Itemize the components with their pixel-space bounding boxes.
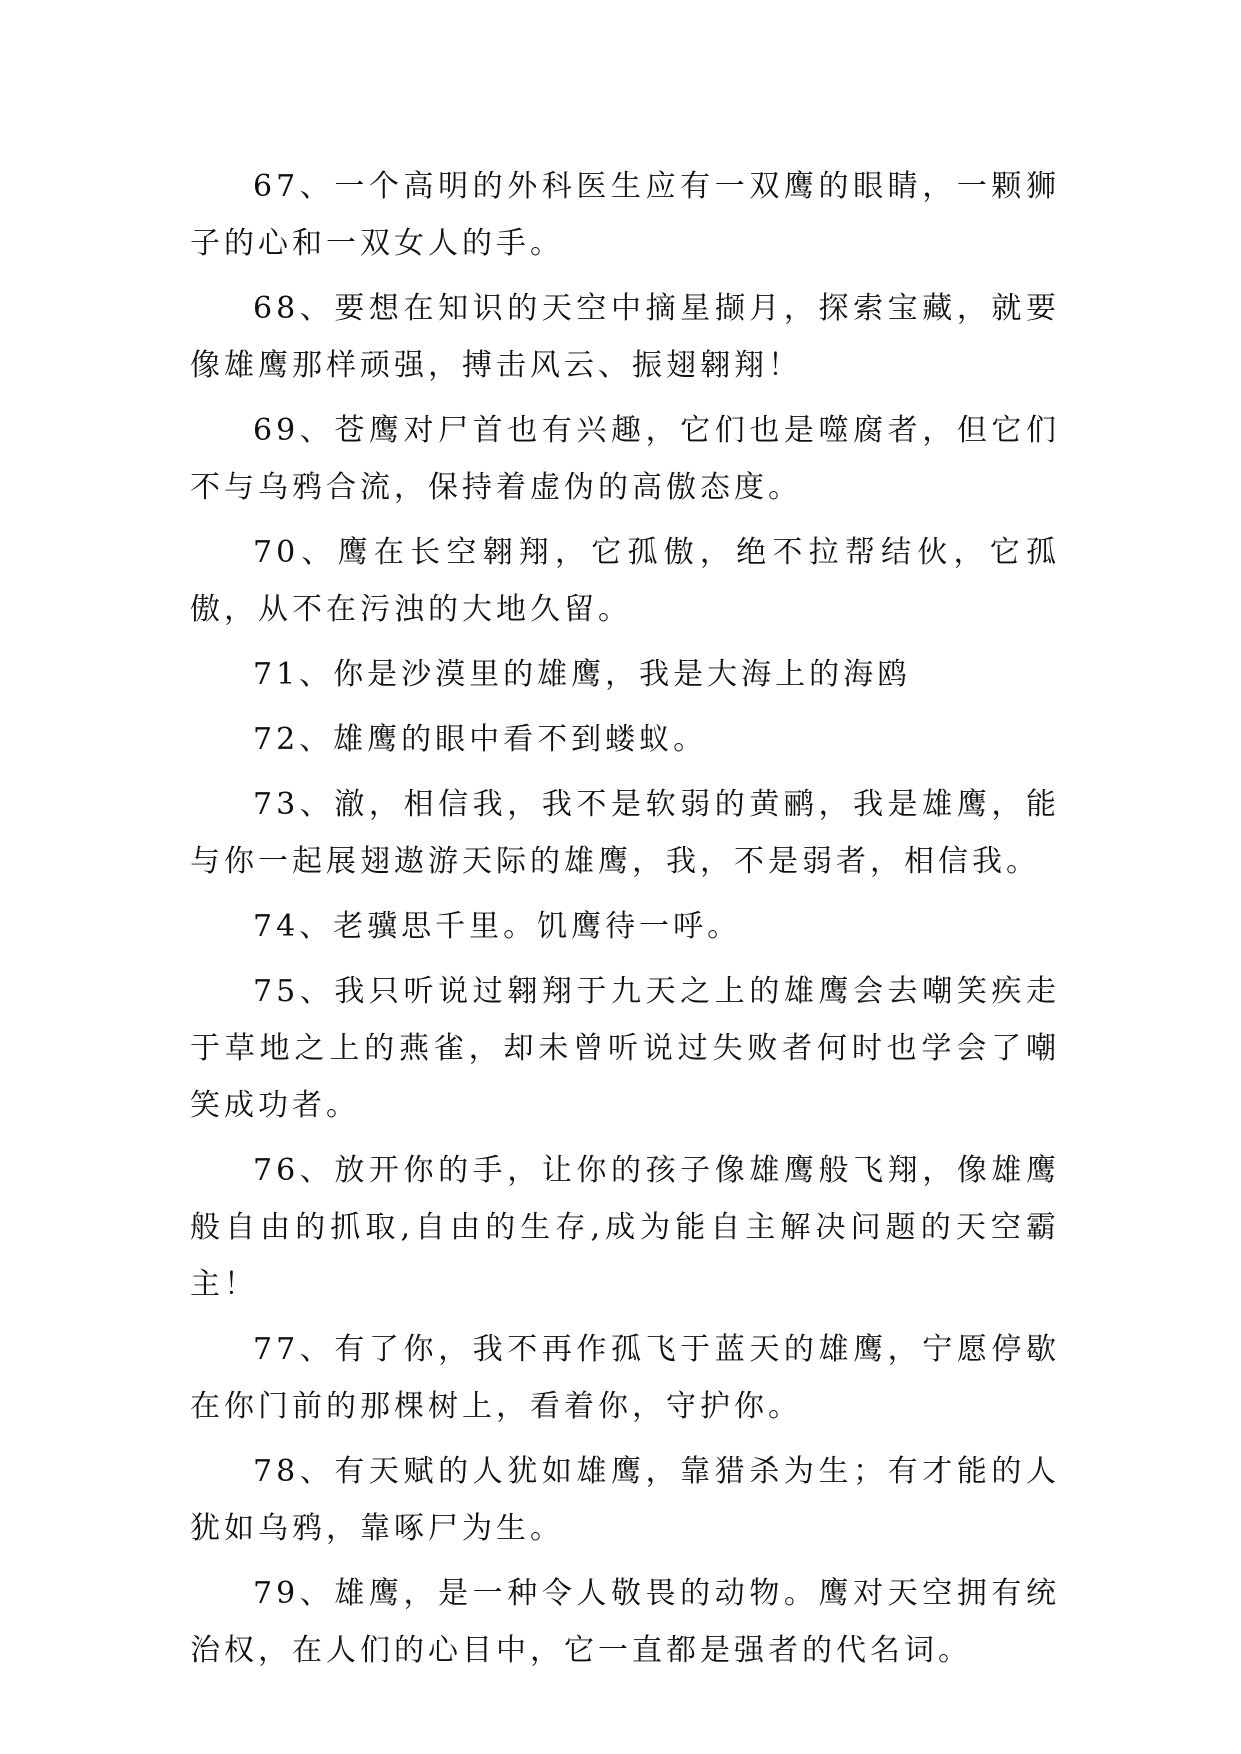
- paragraph-70: 70、鹰在长空翱翔，它孤傲，绝不拉帮结伙，它孤傲，从不在污浊的大地久留。: [190, 535, 1060, 627]
- paragraph-78: 78、有天赋的人犹如雄鹰，靠猎杀为生；有才能的人犹如乌鸦，靠啄尸为生。: [190, 1454, 1060, 1546]
- document-body: [190, 158, 1060, 1687]
- paragraph-79: 79、雄鹰，是一种令人敬畏的动物。鹰对天空拥有统治权，在人们的心目中，它一直都是强者的代名词。: [190, 1576, 1060, 1668]
- paragraph-71: 71、你是沙漠里的雄鹰，我是大海上的海鸥: [253, 657, 912, 692]
- paragraph-68: 68、要想在知识的天空中摘星撷月，探索宝藏，就要像雄鹰那样顽强，搏击风云、振翅翱翔！: [190, 291, 1060, 383]
- paragraph-75: 75、我只听说过翱翔于九天之上的雄鹰会去嘲笑疾走于草地之上的燕雀，却未曾听说过失败者何时也学会了嘲笑成功者。: [190, 974, 1060, 1123]
- paragraph-74: 74、老骥思千里。饥鹰待一呼。: [253, 909, 742, 944]
- paragraph-69: 69、苍鹰对尸首也有兴趣，它们也是噬腐者，但它们不与乌鸦合流，保持着虚伪的高傲态度。: [190, 413, 1060, 505]
- paragraph-77: 77、有了你，我不再作孤飞于蓝天的雄鹰，宁愿停歇在你门前的那棵树上，看着你，守护你。: [190, 1332, 1060, 1424]
- paragraph-67: 67、一个高明的外科医生应有一双鹰的眼睛，一颗狮子的心和一双女人的手。: [190, 169, 1060, 261]
- paragraph-76: 76、放开你的手，让你的孩子像雄鹰般飞翔，像雄鹰般自由的抓取,自由的生存,成为能自主解决问题的天空霸主！: [190, 1153, 1060, 1302]
- paragraph-73: 73、澈，相信我，我不是软弱的黄鹂，我是雄鹰，能与你一起展翅遨游天际的雄鹰，我，不是弱者，相信我。: [190, 787, 1060, 879]
- paragraph-72: 72、雄鹰的眼中看不到蝼蚁。: [253, 722, 708, 757]
